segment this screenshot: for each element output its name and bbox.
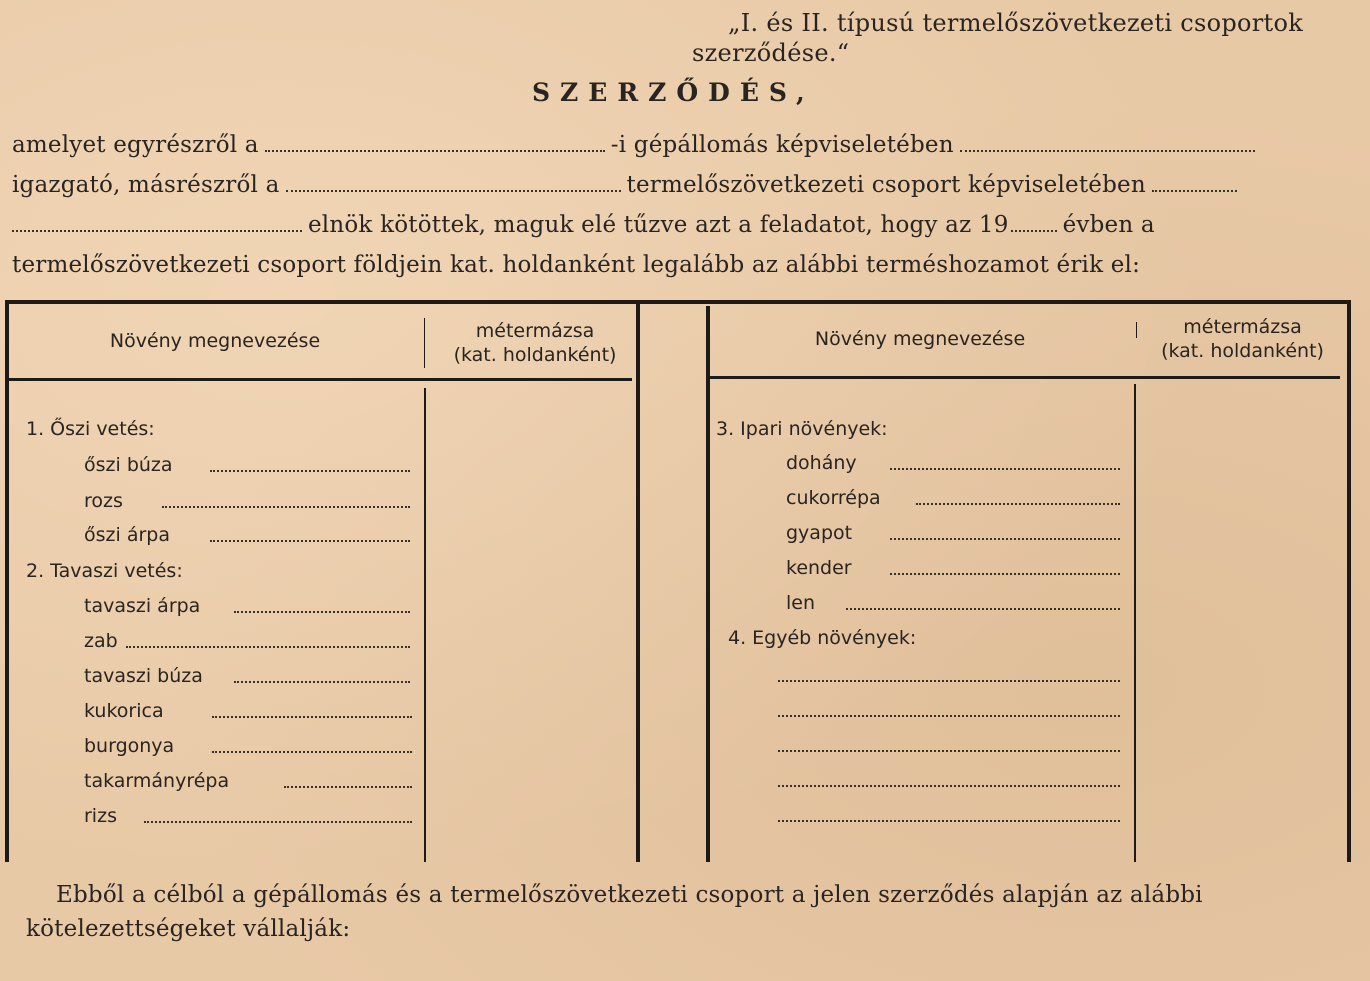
other-crop-blank-5 <box>778 820 1120 822</box>
right-header-col-sep <box>1136 322 1137 338</box>
crop-rye-dots <box>162 506 410 508</box>
left-col-unit-header-2: (kat. holdanként) <box>453 344 617 366</box>
crop-spring-wheat: tavaszi búza <box>84 665 203 687</box>
crop-spring-wheat-dots <box>234 681 410 683</box>
left-header-col-sep <box>424 318 425 368</box>
crop-winter-wheat: őszi búza <box>84 454 173 476</box>
crop-rice: rizs <box>84 805 117 827</box>
intro-line-2-start: igazgató, másrészről a <box>12 172 280 198</box>
intro-line-2 <box>12 172 1342 198</box>
reference-line-2: szerződése.“ <box>692 39 850 67</box>
intro-line-1-start: amelyet egyrészről a <box>12 132 259 158</box>
left-col-unit-header-1: métermázsa <box>475 320 595 342</box>
intro-line-3-end: évben a <box>1062 212 1155 238</box>
left-value-col-sep <box>424 388 426 862</box>
left-header-rule <box>8 378 632 381</box>
category-other-crops: 4. Egyéb növények: <box>728 627 917 649</box>
crop-cotton: gyapot <box>786 522 853 544</box>
crop-rye: rozs <box>84 490 123 512</box>
crop-hemp-dots <box>890 573 1120 575</box>
fill-chairman-name <box>1152 189 1237 192</box>
crop-potato: burgonya <box>84 735 175 757</box>
right-col-name-header: Növény megnevezése <box>814 328 1026 350</box>
crop-winter-barley: őszi árpa <box>84 524 170 546</box>
fill-year <box>1011 229 1057 232</box>
table-center-divider-left <box>636 302 640 862</box>
fill-chairman-name-cont <box>12 229 302 232</box>
crop-maize: kukorica <box>84 700 164 722</box>
crop-fodder-beet-dots <box>284 786 412 788</box>
fill-coop-name <box>286 189 621 192</box>
right-header-rule <box>710 376 1340 379</box>
table-left-border <box>5 300 9 862</box>
crop-sugar-beet: cukorrépa <box>786 487 881 509</box>
crop-flax-dots <box>846 608 1120 610</box>
crop-rice-dots <box>144 821 412 823</box>
table-top-border <box>5 300 1350 304</box>
crop-flax: len <box>786 592 816 614</box>
crop-fodder-beet: takarmányrépa <box>84 770 230 792</box>
other-crop-blank-1 <box>778 680 1120 682</box>
table-right-border <box>1347 300 1351 862</box>
intro-line-1 <box>12 132 1342 158</box>
crop-maize-dots <box>212 716 412 718</box>
reference-line-1: „I. és II. típusú termelőszövetkezeti csoportok <box>728 9 1304 37</box>
other-crop-blank-4 <box>778 785 1120 787</box>
intro-line-4: termelőszövetkezeti csoport földjein kat. holdanként legalább az alábbi terméshozamot érik el: <box>12 252 1141 278</box>
closing-line-2: kötelezettségeket vállalják: <box>26 916 351 942</box>
document-title: SZERZŐDÉS, <box>532 78 815 107</box>
crop-tobacco-dots <box>890 468 1120 470</box>
fill-station-name <box>265 149 605 152</box>
crop-spring-barley: tavaszi árpa <box>84 595 201 617</box>
intro-line-2-end: termelőszövetkezeti csoport képviseletében <box>626 172 1146 198</box>
crop-oats-dots <box>126 646 410 648</box>
other-crop-blank-2 <box>778 715 1120 717</box>
table-center-divider-right <box>706 306 710 862</box>
category-spring-sowing: 2. Tavaszi vetés: <box>26 560 183 582</box>
other-crop-blank-3 <box>778 750 1120 752</box>
category-autumn-sowing: 1. Őszi vetés: <box>26 418 155 440</box>
crop-tobacco: dohány <box>786 452 857 474</box>
crop-potato-dots <box>212 751 412 753</box>
crop-cotton-dots <box>890 538 1120 540</box>
right-value-col-sep <box>1134 384 1136 862</box>
crop-hemp: kender <box>786 557 852 579</box>
closing-line-1: Ebből a célból a gépállomás és a termelőszövetkezeti csoport a jelen szerződés alapján az alábbi <box>56 882 1203 908</box>
crop-winter-barley-dots <box>210 540 410 542</box>
fill-director-name <box>960 149 1255 152</box>
intro-line-3-start: elnök kötöttek, maguk elé tűzve azt a feladatot, hogy az 19 <box>308 212 1009 238</box>
crop-spring-barley-dots <box>234 611 410 613</box>
right-col-unit-header-2: (kat. holdanként) <box>1161 340 1324 362</box>
crop-winter-wheat-dots <box>210 470 410 472</box>
left-col-name-header: Növény megnevezése <box>109 330 321 352</box>
intro-line-3 <box>12 212 1342 238</box>
crop-oats: zab <box>84 630 118 652</box>
right-col-unit-header-1: métermázsa <box>1183 316 1302 338</box>
intro-line-1-end: -i gépállomás képviseletében <box>610 132 954 158</box>
category-industrial-crops: 3. Ipari növények: <box>716 418 888 440</box>
crop-sugar-beet-dots <box>916 503 1120 505</box>
